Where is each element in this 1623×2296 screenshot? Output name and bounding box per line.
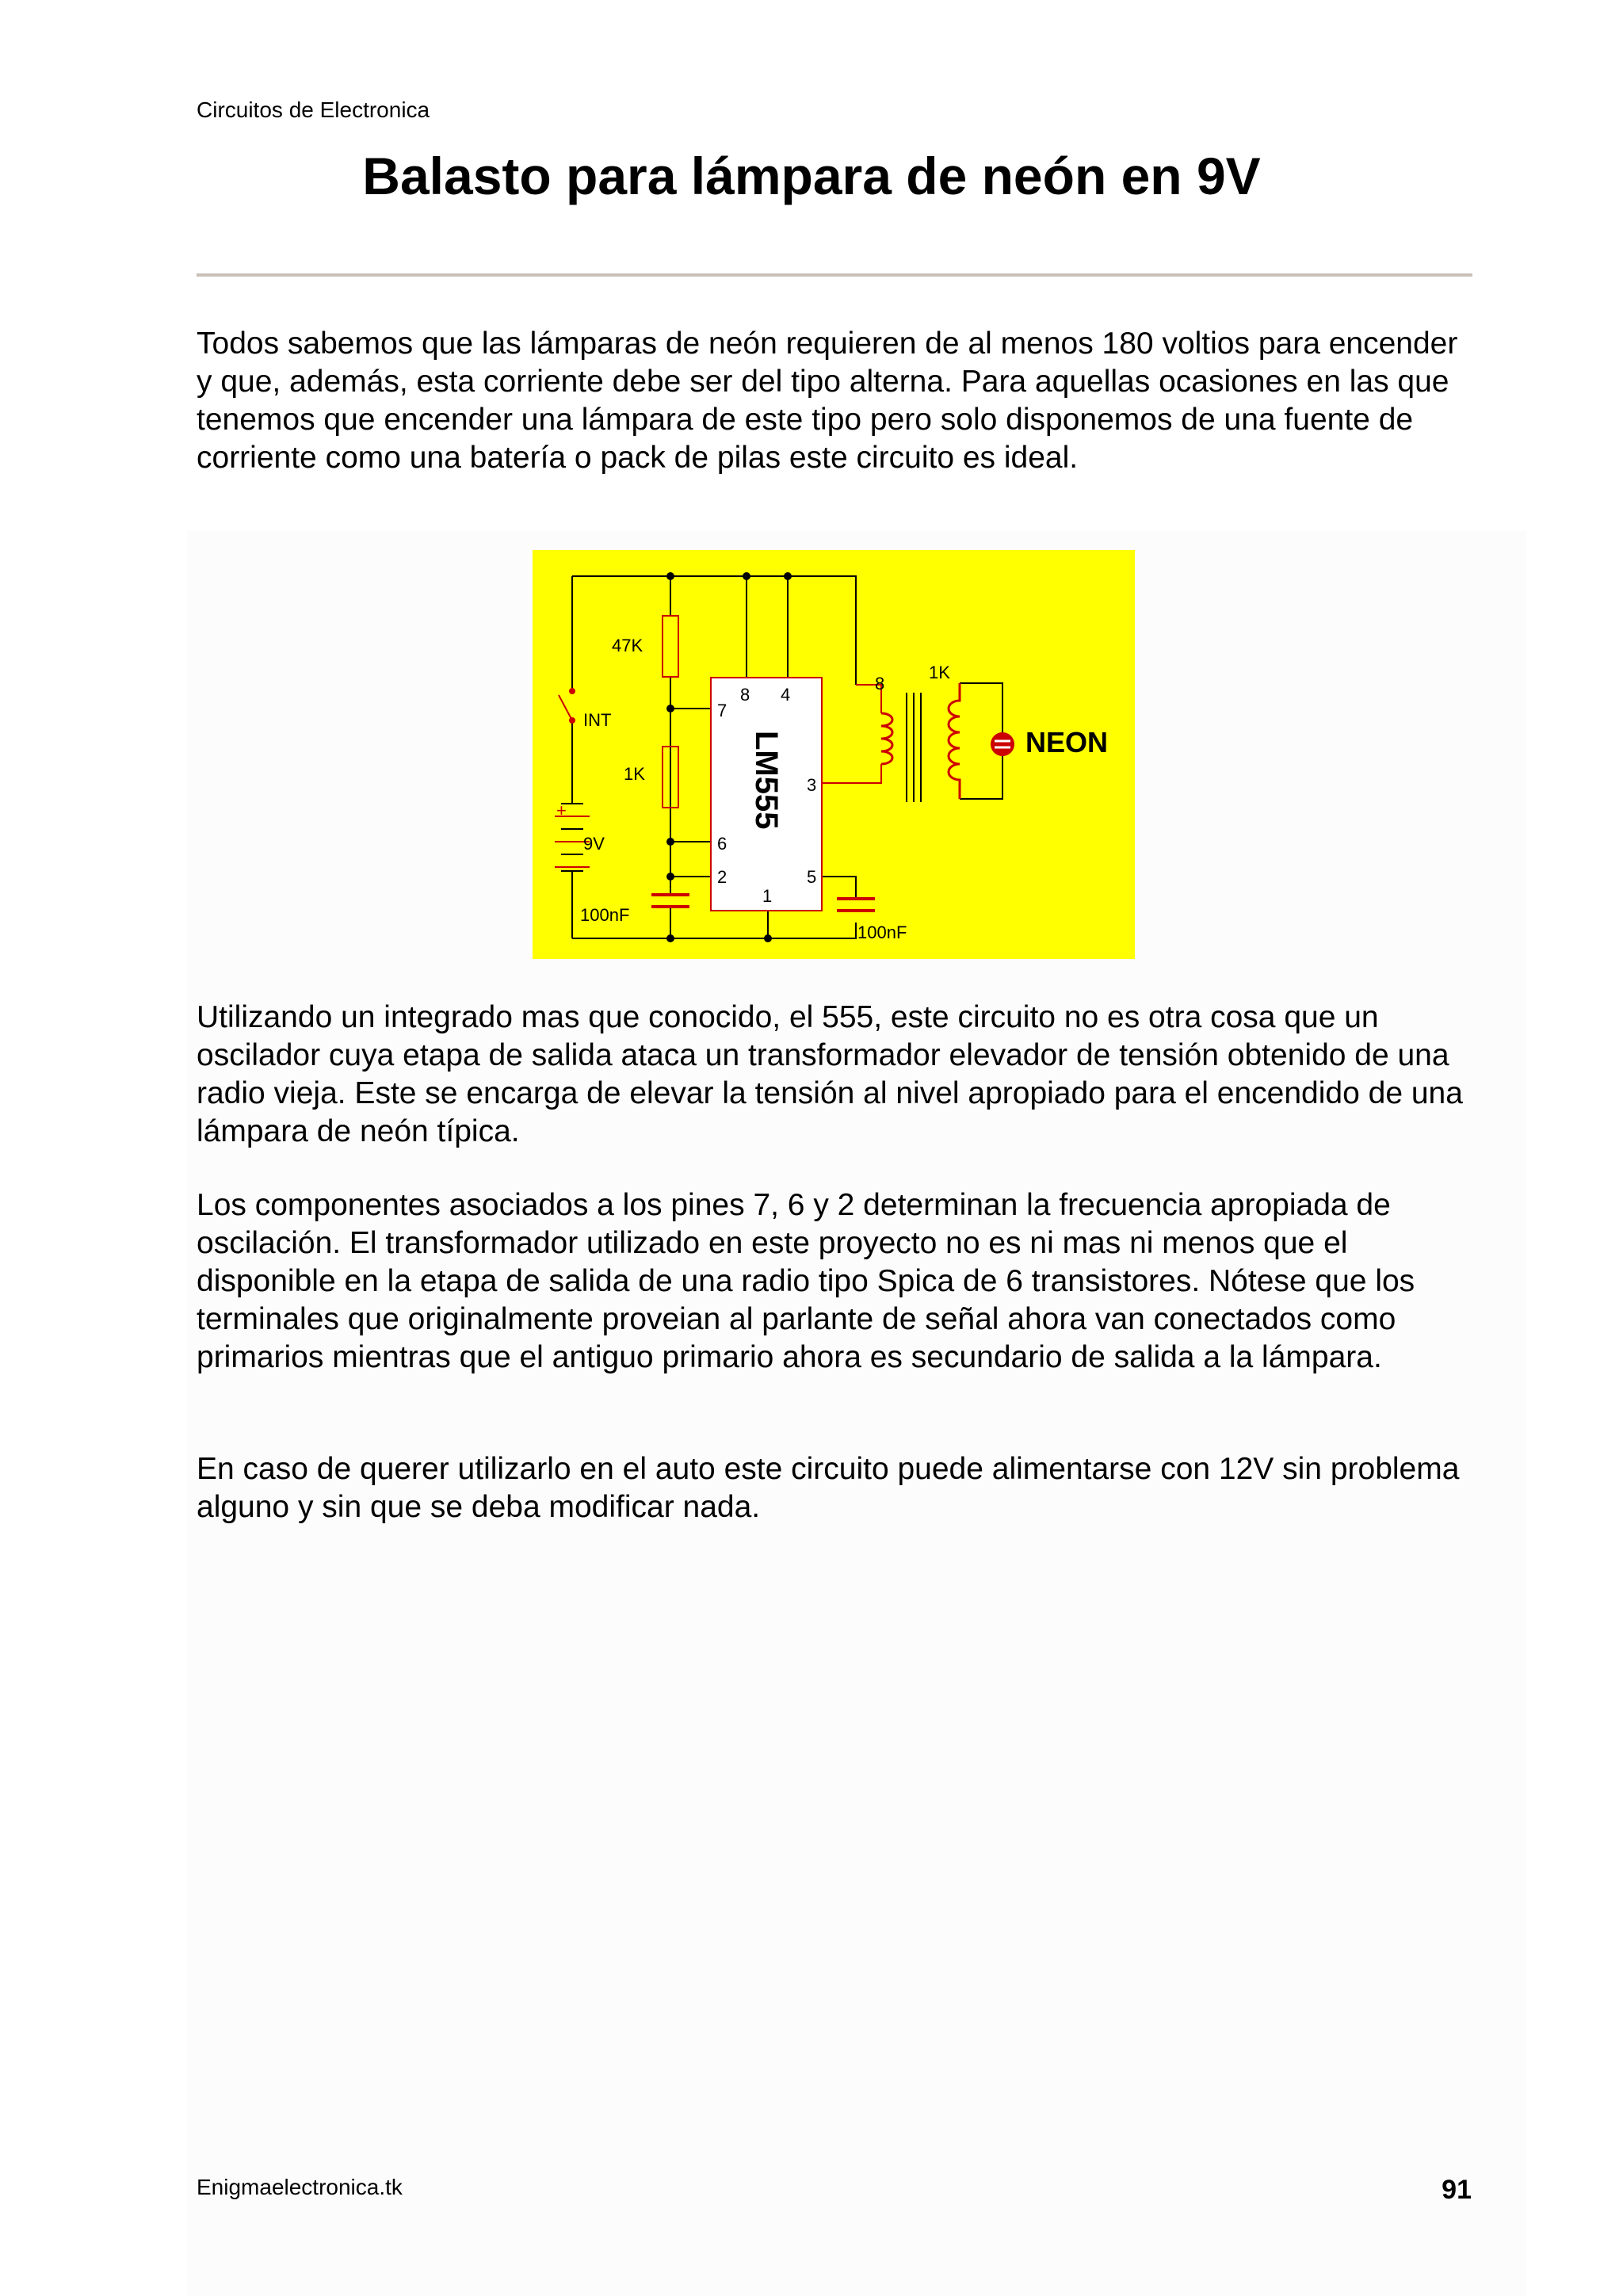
pin-4-label: 4 — [781, 685, 791, 705]
pin-6-label: 6 — [717, 834, 727, 854]
switch-label: INT — [583, 710, 612, 730]
transformer-secondary-label: 1K — [929, 663, 950, 682]
page-number: 91 — [1442, 2175, 1472, 2205]
battery-plus-label: + — [556, 800, 567, 820]
body-paragraph: Los componentes asociados a los pines 7, 6 y 2 determinan la frecuencia apropiada de oscilación. El transformador utilizado en este proyecto no es ni mas ni menos que el disponible en la etapa de salida de una radio tipo Spica de 6 transistores. Nótese que los terminales que originalmente proveian al parlante de señal ahora van conectados como primarios mientras que el antiguo primario ahora es secundario de salida a la lámpara. — [197, 1188, 1415, 1374]
neon-lamp-icon — [991, 732, 1014, 756]
resistor-47k-label: 47K — [612, 636, 643, 655]
body-paragraph: En caso de querer utilizarlo en el auto este circuito puede alimentarse con 12V sin problema alguno y sin que se deba modificar nada. — [197, 1452, 1460, 1524]
pin-3-label: 3 — [807, 775, 817, 795]
ic-label: LM555 — [749, 731, 784, 830]
neon-label: NEON — [1025, 726, 1109, 758]
circuit-schematic — [533, 550, 1135, 959]
cap-right-label: 100nF — [857, 923, 907, 942]
resistor-1k-label: 1K — [624, 764, 645, 784]
intro-paragraph: Todos sabemos que las lámparas de neón requieren de al menos 180 voltios para encender y que, además, esta corriente debe ser del tipo alterna. Para aquellas ocasiones en las que tenemos que encender una lámpara de este tipo pero solo disponemos de una fuente de corriente como una batería o pack de pilas este circuito es ideal. — [197, 327, 1458, 475]
running-header: Circuitos de Electronica — [197, 97, 430, 122]
battery-label: 9V — [583, 834, 605, 854]
transformer-primary-label: 8 — [875, 674, 885, 693]
cap-left-label: 100nF — [580, 905, 630, 925]
pin-5-label: 5 — [807, 867, 817, 887]
pin-2-label: 2 — [717, 867, 727, 887]
pin-1-label: 1 — [762, 886, 773, 906]
footer-site: Enigmaelectronica.tk — [197, 2175, 403, 2199]
body-paragraph: Utilizando un integrado mas que conocido, el 555, este circuito no es otra cosa que un oscilador cuya etapa de salida ataca un transformador elevador de tensión obtenido de una radio vieja. Este se encarga de elevar la tensión al nivel apropiado para el encendido de una lámpara de neón típica. — [197, 1000, 1463, 1148]
pin-8-label: 8 — [740, 685, 750, 705]
pin-7-label: 7 — [717, 701, 727, 720]
page-title: Balasto para lámpara de neón en 9V — [362, 147, 1261, 205]
title-divider — [197, 273, 1472, 277]
